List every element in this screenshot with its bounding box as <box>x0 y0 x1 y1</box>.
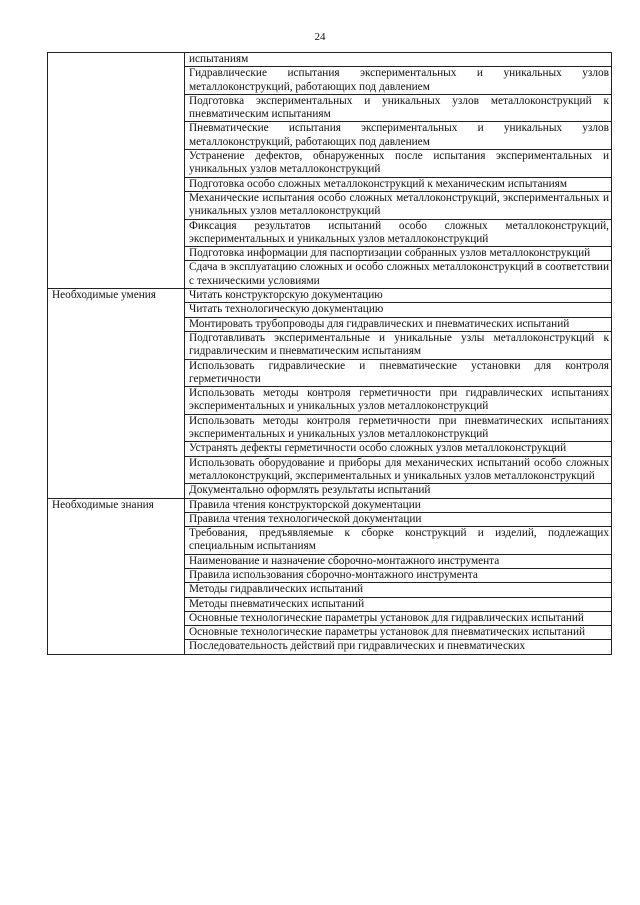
requirement-cell <box>185 177 612 191</box>
requirement-cell <box>185 597 612 611</box>
table-row <box>48 289 612 303</box>
requirement-text: Сдача в эксплуатацию сложных и особо сложных металлоконструкций в соответствии с техническими условиями <box>189 261 609 287</box>
table-row <box>48 53 612 67</box>
requirement-text: Подготавливать экспериментальные и уникальные узлы металлоконструкций к гидравлическим и пневматическим испытаниям <box>189 331 609 358</box>
requirement-text: Использовать методы контроля герметичности при гидравлических испытаниях экспериментальных и уникальных узлов металлоконструкций <box>189 387 609 413</box>
requirement-text: Основные технологические параметры установок для пневматических испытаний <box>189 626 586 639</box>
requirement-text: Гидравлические испытания экспериментальных и уникальных узлов металлоконструкций, работающих под давлением <box>189 67 609 93</box>
requirement-text: Наименование и назначение сборочно-монтажного инструмента <box>189 554 500 567</box>
requirement-text: Последовательность действий при гидравлических и пневматических <box>189 640 526 653</box>
section-label-cell <box>48 289 185 498</box>
section-label: Необходимые умения <box>52 289 156 302</box>
requirement-cell <box>185 53 612 67</box>
page-number: 24 <box>314 31 326 43</box>
section-label: Необходимые знания <box>52 498 154 511</box>
requirement-cell <box>185 303 612 317</box>
requirement-cell <box>185 456 612 484</box>
requirement-cell <box>185 94 612 122</box>
requirement-text: Методы гидравлических испытаний <box>189 583 364 596</box>
requirement-text: Правила использования сборочно-монтажного инструмента <box>189 568 478 581</box>
requirement-cell <box>185 442 612 456</box>
requirement-cell <box>185 387 612 415</box>
requirement-text: испытаниям <box>189 53 249 65</box>
requirements-table-body <box>48 53 612 655</box>
requirement-cell <box>185 191 612 219</box>
section-label-cell <box>48 498 185 655</box>
requirement-cell <box>185 414 612 442</box>
requirement-text: Монтировать трубопроводы для гидравлических и пневматических испытаний <box>189 317 570 330</box>
requirement-text: Подготовка особо сложных металлоконструкций к механическим испытаниям <box>189 177 567 190</box>
requirement-text: Устранение дефектов, обнаруженных после испытания экспериментальных и уникальных узлов металлоконструкций <box>189 150 609 176</box>
table-row <box>48 498 612 512</box>
truncated-text-wrap <box>189 640 609 654</box>
requirement-cell <box>185 512 612 526</box>
requirement-cell <box>185 331 612 359</box>
requirement-cell <box>185 527 612 555</box>
requirement-text: Пневматические испытания экспериментальных и уникальных узлов металлоконструкций, работающих под давлением <box>189 122 609 148</box>
requirement-text: Механические испытания особо сложных металлоконструкций, экспериментальных и уникальных узлов металлоконструкций <box>189 191 609 218</box>
requirement-cell <box>185 568 612 582</box>
requirement-cell <box>185 484 612 498</box>
requirement-text: Использовать оборудование и приборы для механических испытаний особо сложных металлоконструкций, экспериментальных и уникальных узлов металлоконструкций <box>189 456 609 482</box>
requirement-cell <box>185 67 612 95</box>
requirement-cell <box>185 498 612 512</box>
requirements-table <box>47 52 612 655</box>
requirement-cell <box>185 554 612 568</box>
requirement-cell <box>185 626 612 640</box>
requirement-cell <box>185 122 612 150</box>
requirement-text: Подготовка информации для паспортизации собранных узлов металлоконструкций <box>189 247 591 260</box>
requirement-cell <box>185 261 612 289</box>
requirement-cell <box>185 640 612 655</box>
requirement-cell <box>185 289 612 303</box>
requirement-text: Использовать гидравлические и пневматические установки для контроля герметичности <box>189 359 609 385</box>
requirement-cell <box>185 150 612 178</box>
requirement-text: Методы пневматических испытаний <box>189 597 365 610</box>
requirement-text: Использовать методы контроля герметичности при пневматических испытаниях экспериментальных и уникальных узлов металлоконструкций <box>189 414 609 441</box>
requirement-text: Читать конструкторскую документацию <box>189 289 383 302</box>
section-label-cell <box>48 53 185 289</box>
requirement-cell <box>185 219 612 247</box>
requirement-text: Требования, предъявляемые к сборке конструкций и изделий, подлежащих специальным испытаниям <box>189 527 609 553</box>
requirement-text: Правила чтения конструкторской документации <box>189 498 421 511</box>
requirement-text: Основные технологические параметры установок для гидравлических испытаний <box>189 611 584 624</box>
requirement-cell <box>185 317 612 331</box>
requirement-text: Читать технологическую документацию <box>189 303 384 316</box>
requirement-text: Документально оформлять результаты испытаний <box>189 484 431 497</box>
requirement-text: Подготовка экспериментальных и уникальных узлов металлоконструкций к пневматическим испытаниям <box>189 94 609 121</box>
requirement-cell <box>185 583 612 597</box>
requirement-cell <box>185 359 612 387</box>
requirement-text: Правила чтения технологической документации <box>189 512 422 525</box>
requirement-cell <box>185 611 612 625</box>
requirement-text: Устранять дефекты герметичности особо сложных узлов металлоконструкций <box>189 442 567 455</box>
requirement-text: Фиксация результатов испытаний особо сложных металлоконструкций, экспериментальных и уникальных узлов металлоконструкций <box>189 219 609 245</box>
requirement-cell <box>185 247 612 261</box>
